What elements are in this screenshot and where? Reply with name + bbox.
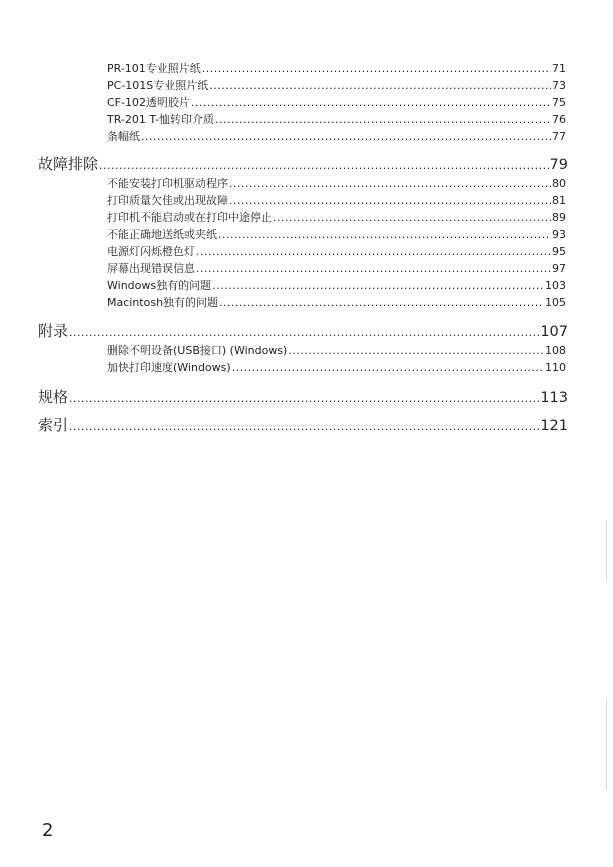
dot-leader xyxy=(191,94,551,111)
toc-entry-title: 不能安装打印机驱动程序 xyxy=(107,177,228,190)
toc-chapter-index[interactable] xyxy=(38,414,568,436)
toc-chapter-specifications[interactable] xyxy=(38,386,568,408)
toc-chapter-page: 121 xyxy=(540,418,568,434)
dot-leader xyxy=(69,416,539,438)
dot-leader xyxy=(232,359,544,376)
toc-entry-title: CF-102透明胶片 xyxy=(107,96,190,109)
toc-entry-page: 75 xyxy=(552,96,566,109)
toc-entry-page: 110 xyxy=(545,361,566,374)
toc-chapter-appendix[interactable] xyxy=(38,320,568,342)
dot-leader xyxy=(229,175,551,192)
toc-entry-page: 103 xyxy=(545,279,566,292)
toc-entry-speed-up-printing[interactable] xyxy=(107,359,566,376)
toc-entry-pc101s[interactable] xyxy=(107,77,566,94)
scan-edge-mark xyxy=(606,520,607,580)
toc-entry-page: 93 xyxy=(552,228,566,241)
toc-entry-page: 95 xyxy=(552,245,566,258)
toc-entry-print-quality[interactable] xyxy=(107,192,566,209)
toc-entry-printer-stops[interactable] xyxy=(107,209,566,226)
dot-leader xyxy=(288,342,544,359)
toc-entry-remove-unknown-device[interactable] xyxy=(107,342,566,359)
dot-leader xyxy=(202,60,551,77)
dot-leader xyxy=(69,388,539,410)
toc-entry-title: 电源灯闪烁橙色灯 xyxy=(107,245,195,258)
toc-entry-pr101[interactable] xyxy=(107,60,566,77)
toc-entry-page: 105 xyxy=(545,296,566,309)
toc-entry-macintosh-issues[interactable] xyxy=(107,294,566,311)
toc-entry-page: 71 xyxy=(552,62,566,75)
page-number: 2 xyxy=(42,820,54,841)
toc-entry-page: 76 xyxy=(552,113,566,126)
toc-chapter-page: 113 xyxy=(540,390,568,406)
toc-entry-title: 删除不明设备(USB接口) (Windows) xyxy=(107,344,288,357)
toc-entry-page: 80 xyxy=(552,177,566,190)
toc-entry-page: 97 xyxy=(552,262,566,275)
dot-leader xyxy=(273,209,551,226)
dot-leader xyxy=(141,128,551,145)
toc-chapter-title: 故障排除 xyxy=(38,155,99,173)
dot-leader xyxy=(218,226,551,243)
dot-leader xyxy=(215,111,551,128)
toc-entry-page: 77 xyxy=(552,130,566,143)
dot-leader xyxy=(219,294,544,311)
toc-entry-title: 加快打印速度(Windows) xyxy=(107,361,231,374)
toc-entry-error-message[interactable] xyxy=(107,260,566,277)
dot-leader xyxy=(99,155,549,177)
toc-entry-title: 条幅纸 xyxy=(107,130,140,143)
toc-entry-title: Macintosh独有的问题 xyxy=(107,296,219,309)
toc-chapter-title: 附录 xyxy=(38,322,69,340)
toc-entry-title: 屏幕出现错误信息 xyxy=(107,262,195,275)
toc-chapter-title: 规格 xyxy=(38,388,69,406)
toc-entry-power-light[interactable] xyxy=(107,243,566,260)
toc-entry-paper-feed[interactable] xyxy=(107,226,566,243)
toc-entry-title: 不能正确地送纸或夹纸 xyxy=(107,228,217,241)
toc-entry-title: PC-101S专业照片纸 xyxy=(107,79,209,92)
toc-chapter-troubleshooting[interactable] xyxy=(38,153,568,175)
toc-entry-page: 81 xyxy=(552,194,566,207)
toc-entry-title: 打印质量欠佳或出现故障 xyxy=(107,194,228,207)
dot-leader xyxy=(196,243,551,260)
toc-entry-driver-install[interactable] xyxy=(107,175,566,192)
toc-entry-title: 打印机不能启动或在打印中途停止 xyxy=(107,211,272,224)
toc-entry-tr201[interactable] xyxy=(107,111,566,128)
toc-entry-title: Windows独有的问题 xyxy=(107,279,212,292)
dot-leader xyxy=(69,322,539,344)
toc-entry-cf102[interactable] xyxy=(107,94,566,111)
dot-leader xyxy=(209,77,551,94)
scan-edge-mark xyxy=(606,700,607,790)
toc-chapter-title: 索引 xyxy=(38,416,69,434)
toc-chapter-page: 79 xyxy=(549,157,568,173)
toc-chapter-page: 107 xyxy=(540,324,568,340)
toc-entry-title: PR-101专业照片纸 xyxy=(107,62,201,75)
toc-entry-title: TR-201 T-恤转印介质 xyxy=(107,113,215,126)
toc-entry-page: 73 xyxy=(552,79,566,92)
toc-entry-windows-issues[interactable] xyxy=(107,277,566,294)
toc-entry-banner-paper[interactable] xyxy=(107,128,566,145)
dot-leader xyxy=(196,260,551,277)
toc-entry-page: 89 xyxy=(552,211,566,224)
dot-leader xyxy=(229,192,551,209)
dot-leader xyxy=(212,277,544,294)
toc-entry-page: 108 xyxy=(545,344,566,357)
